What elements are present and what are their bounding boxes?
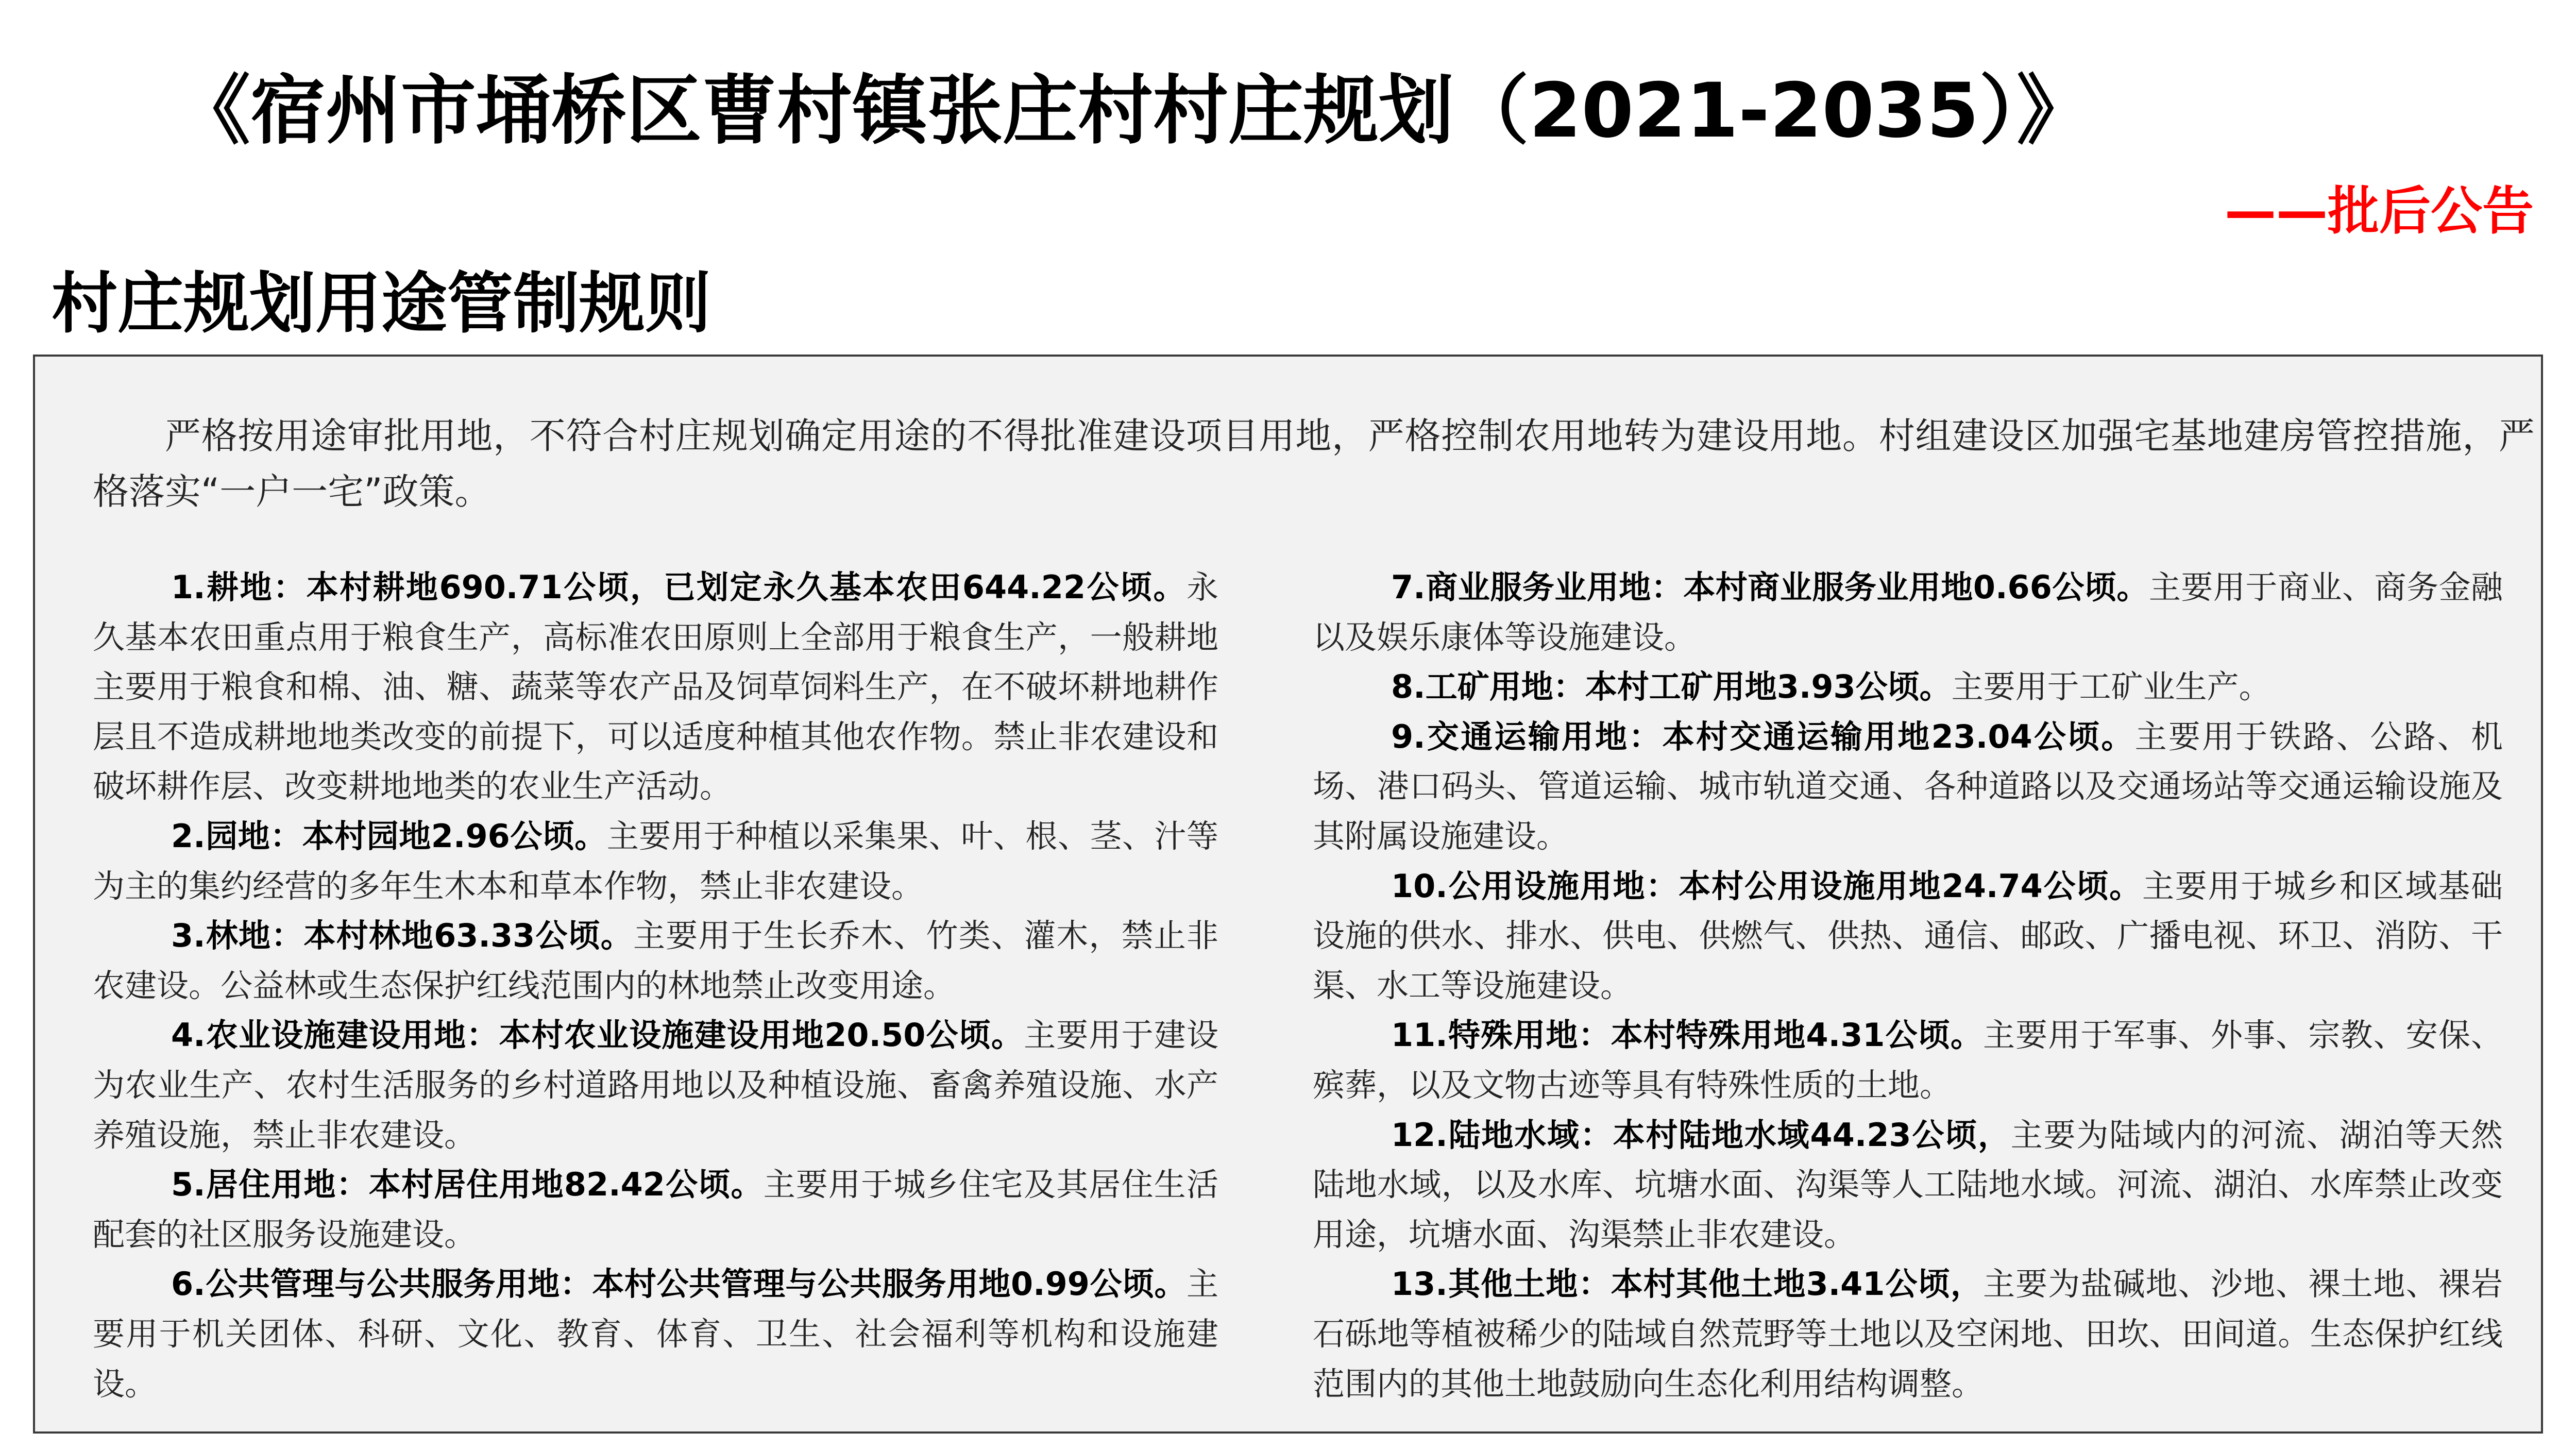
rule-item-head: 2.园地：本村园地2.96公顷。 [171, 817, 607, 855]
rules-panel [33, 355, 2543, 1434]
rule-item-cultivated-land [93, 563, 1218, 812]
right-column [1313, 563, 2503, 1409]
rule-item-body: 主要用于建设为农业生产、农村生活服务的乡村道路用地以及种植设施、畜禽养殖设施、水产养殖设施，禁止非农建设。 [93, 1016, 1218, 1154]
rule-item-body: 主要用于城乡住宅及其居住生活配套的社区服务设施建设。 [93, 1166, 1218, 1253]
rule-item-body: 永久基本农田重点用于粮食生产，高标准农田原则上全部用于粮食生产，一般耕地主要用于粮食和棉、油、糖、蔬菜等农产品及饲草饲料生产，在不破坏耕地耕作层且不造成耕地地类改变的前提下，可以适度种植其他农作物。禁止非农建设和破坏耕作层、改变耕地地类的农业生产活动。 [93, 568, 1218, 805]
rule-item-residential-land [93, 1160, 1218, 1259]
rule-item-other-land [1313, 1259, 2503, 1409]
rule-item-transport-land [1313, 712, 2503, 862]
rule-item-body: 主要用于机关团体、科研、文化、教育、体育、卫生、社会福利等机构和设施建设。 [93, 1265, 1218, 1403]
section-title: 村庄规划用途管制规则 [52, 265, 711, 342]
rule-item-head: 9.交通运输用地：本村交通运输用地23.04公顷。 [1391, 717, 2135, 755]
rule-item-body: 主要为盐碱地、沙地、裸土地、裸岩石砾地等植被稀少的陆域自然荒野等土地以及空闲地、田坎、田间道。生态保护红线范围内的其他土地鼓励向生态化利用结构调整。 [1313, 1265, 2503, 1403]
rule-item-head: 3.林地：本村林地63.33公顷。 [171, 917, 633, 955]
rule-item-body: 主要用于军事、外事、宗教、安保、殡葬，以及文物古迹等具有特殊性质的土地。 [1313, 1016, 2503, 1104]
rule-item-head: 10.公用设施用地：本村公用设施用地24.74公顷。 [1391, 867, 2142, 905]
rule-item-utility-land [1313, 862, 2503, 1011]
rule-item-body: 主要用于城乡和区域基础设施的供水、排水、供电、供燃气、供热、通信、邮政、广播电视、环卫、消防、干渠、水工等设施建设。 [1313, 867, 2503, 1004]
rule-item-body: 主要用于工矿业生产。 [1951, 668, 2271, 706]
rule-item-industrial-mining-land [1313, 662, 2503, 712]
rule-item-head: 1.耕地：本村耕地690.71公顷，已划定永久基本农田644.22公顷。 [171, 568, 1187, 606]
rule-item-head: 6.公共管理与公共服务用地：本村公共管理与公共服务用地0.99公顷。 [171, 1265, 1187, 1303]
rule-item-head: 12.陆地水域：本村陆地水域44.23公顷， [1391, 1116, 2011, 1154]
rule-item-head: 7.商业服务业用地：本村商业服务业用地0.66公顷。 [1391, 568, 2149, 606]
intro-paragraph: 严格按用途审批用地，不符合村庄规划确定用途的不得批准建设项目用地，严格控制农用地转为建设用地。村组建设区加强宅基地建房管控措施，严格落实“一户一宅”政策。 [93, 415, 2535, 513]
rule-item-special-land [1313, 1010, 2503, 1110]
rule-item-head: 11.特殊用地：本村特殊用地4.31公顷。 [1391, 1016, 1983, 1054]
left-column [93, 563, 1218, 1409]
rule-item-head: 8.工矿用地：本村工矿用地3.93公顷。 [1391, 668, 1952, 706]
rule-item-agricultural-facility-land [93, 1010, 1218, 1160]
rule-item-body: 主要用于铁路、公路、机场、港口码头、管道运输、城市轨道交通、各种道路以及交通场站等交通运输设施及其附属设施建设。 [1313, 717, 2503, 855]
rule-item-body: 主要用于种植以采集果、叶、根、茎、汁等为主的集约经营的多年生木本和草本作物，禁止非农建设。 [93, 817, 1218, 905]
rule-item-head: 4.农业设施建设用地：本村农业设施建设用地20.50公顷。 [171, 1016, 1024, 1054]
rule-item-body: 主要用于商业、商务金融以及娱乐康体等设施建设。 [1313, 568, 2503, 656]
rule-item-land-water [1313, 1110, 2503, 1260]
rule-item-forest-land [93, 911, 1218, 1010]
page-title: 《宿州市埇桥区曹村镇张庄村村庄规划（2021-2035）》 [175, 67, 2092, 155]
announcement-subtitle: ——批后公告 [2225, 181, 2534, 241]
rule-item-garden-land [93, 812, 1218, 911]
rule-item-public-service-land [93, 1259, 1218, 1409]
rule-item-head: 5.居住用地：本村居住用地82.42公顷。 [171, 1166, 764, 1204]
rule-item-body: 主要为陆域内的河流、湖泊等天然陆地水域，以及水库、坑塘水面、沟渠等人工陆地水域。河流、湖泊、水库禁止改变用途，坑塘水面、沟渠禁止非农建设。 [1313, 1116, 2503, 1253]
rule-item-commercial-land [1313, 563, 2503, 662]
rule-item-head: 13.其他土地：本村其他土地3.41公顷， [1391, 1265, 1983, 1303]
rule-item-body: 主要用于生长乔木、竹类、灌木，禁止非农建设。公益林或生态保护红线范围内的林地禁止改变用途。 [93, 917, 1218, 1004]
